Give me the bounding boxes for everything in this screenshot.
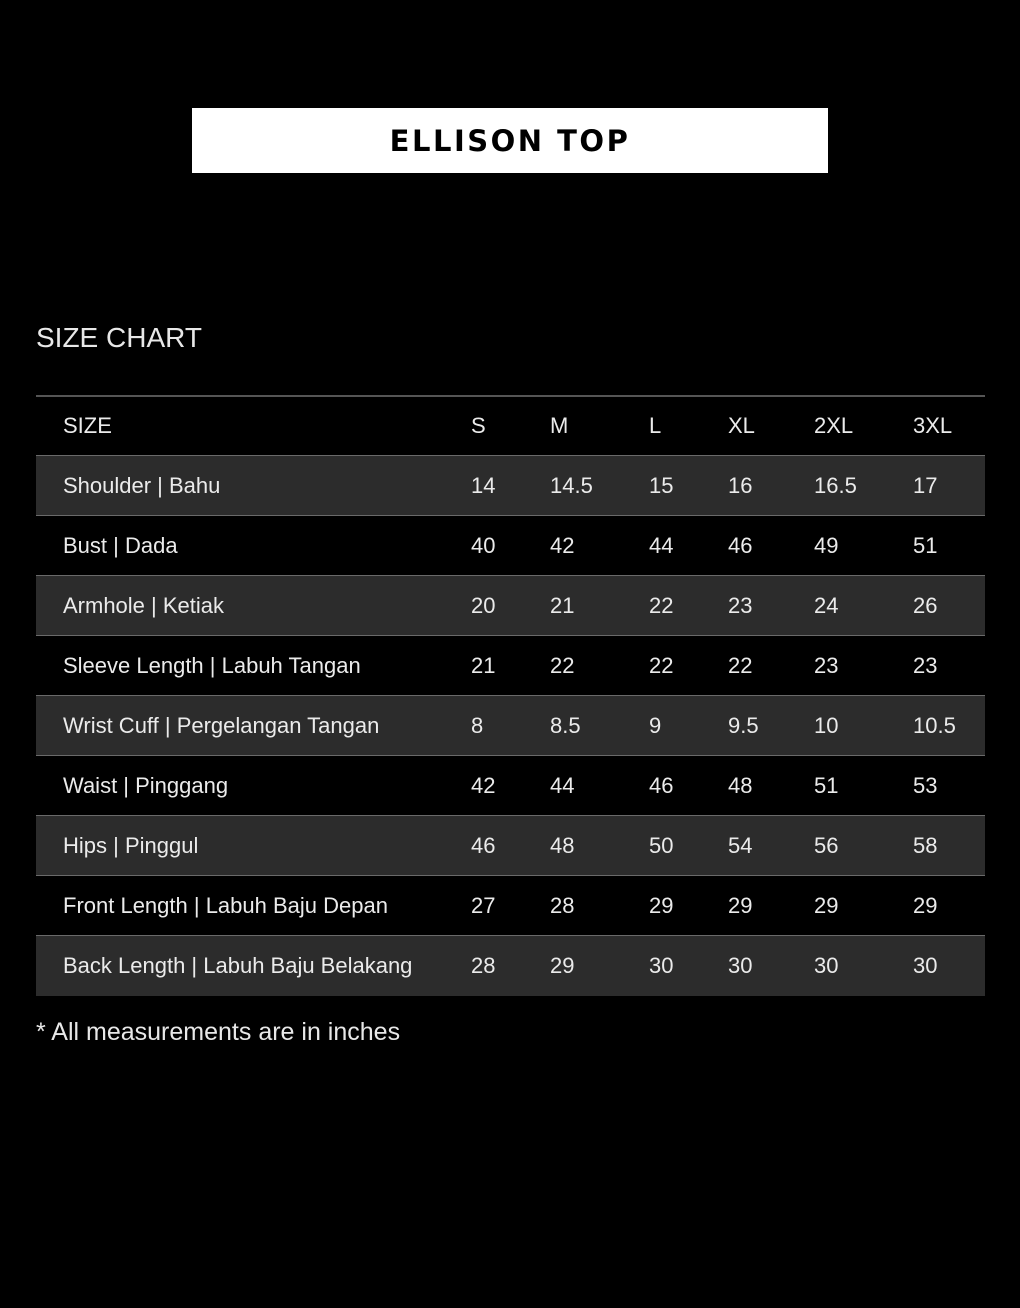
- row-label: Sleeve Length | Labuh Tangan: [63, 652, 361, 678]
- table-cell: 16.5: [814, 472, 857, 498]
- table-cell: 46: [471, 832, 496, 858]
- table-cell: 21: [471, 652, 496, 678]
- table-cell: 46: [728, 532, 753, 558]
- table-row: [36, 456, 985, 516]
- table-cell: 30: [649, 953, 674, 978]
- measurement-note: * All measurements are in inches: [36, 1018, 401, 1046]
- table-cell: 23: [814, 652, 839, 678]
- table-cell: 48: [728, 772, 753, 798]
- table-cell: 16: [728, 472, 753, 498]
- table-row: [36, 876, 985, 936]
- column-header: M: [550, 413, 569, 438]
- row-label: Front Length | Labuh Baju Depan: [63, 892, 388, 918]
- table-cell: 22: [728, 652, 753, 678]
- table-row: [36, 516, 985, 576]
- table-row: [36, 756, 985, 816]
- table-cell: 29: [814, 892, 839, 918]
- table-cell: 14.5: [550, 472, 593, 498]
- table-cell: 10.5: [913, 712, 956, 738]
- table-cell: 20: [471, 592, 496, 618]
- table-cell: 29: [550, 953, 575, 978]
- row-label: Hips | Pinggul: [63, 832, 199, 858]
- row-label: Shoulder | Bahu: [63, 472, 221, 498]
- table-cell: 30: [814, 953, 839, 978]
- table-cell: 17: [913, 472, 938, 498]
- table-cell: 28: [471, 953, 496, 978]
- table-cell: 30: [913, 953, 938, 978]
- size-chart-heading: SIZE CHART: [36, 322, 202, 353]
- table-cell: 53: [913, 772, 938, 798]
- row-label: Waist | Pinggang: [63, 772, 229, 798]
- table-cell: 9: [649, 712, 662, 738]
- column-header: SIZE: [63, 413, 112, 438]
- table-cell: 42: [550, 532, 575, 558]
- table-cell: 23: [913, 652, 938, 678]
- table-cell: 58: [913, 832, 938, 858]
- table-cell: 21: [550, 592, 575, 618]
- table-cell: 30: [728, 953, 753, 978]
- table-cell: 9.5: [728, 712, 759, 738]
- table-cell: 51: [913, 532, 938, 558]
- table-cell: 50: [649, 832, 674, 858]
- table-cell: 8.5: [550, 712, 581, 738]
- table-cell: 26: [913, 592, 938, 618]
- table-cell: 29: [728, 892, 753, 918]
- table-cell: 44: [649, 532, 674, 558]
- table-cell: 22: [649, 652, 674, 678]
- size-chart-table: [36, 395, 985, 996]
- table-cell: 15: [649, 472, 674, 498]
- table-cell: 54: [728, 832, 753, 858]
- table-row: [36, 636, 985, 696]
- column-header: 2XL: [814, 413, 854, 438]
- row-label: Back Length | Labuh Baju Belakang: [63, 953, 413, 978]
- table-cell: 51: [814, 772, 839, 798]
- table-cell: 46: [649, 772, 674, 798]
- table-cell: 44: [550, 772, 575, 798]
- table-cell: 10: [814, 712, 839, 738]
- table-cell: 29: [649, 892, 674, 918]
- table-cell: 29: [913, 892, 938, 918]
- column-header: 3XL: [913, 413, 953, 438]
- product-title: ELLISON TOP: [389, 123, 631, 158]
- row-label: Armhole | Ketiak: [63, 592, 225, 618]
- column-header: S: [471, 413, 486, 438]
- product-title-banner: [192, 108, 828, 173]
- table-row: [36, 696, 985, 756]
- table-cell: 56: [814, 832, 839, 858]
- table-cell: 40: [471, 532, 496, 558]
- table-cell: 28: [550, 892, 575, 918]
- table-header-row: [36, 397, 985, 456]
- table-row: [36, 936, 985, 996]
- row-label: Wrist Cuff | Pergelangan Tangan: [63, 712, 380, 738]
- column-header: XL: [728, 413, 755, 438]
- table-cell: 22: [550, 652, 575, 678]
- column-header: L: [649, 413, 662, 438]
- table-cell: 24: [814, 592, 839, 618]
- table-cell: 27: [471, 892, 496, 918]
- table-cell: 22: [649, 592, 674, 618]
- table-cell: 8: [471, 712, 484, 738]
- table-cell: 14: [471, 472, 496, 498]
- table-cell: 49: [814, 532, 839, 558]
- table-row: [36, 576, 985, 636]
- table-cell: 48: [550, 832, 575, 858]
- table-cell: 42: [471, 772, 496, 798]
- table-cell: 23: [728, 592, 753, 618]
- table-row: [36, 816, 985, 876]
- row-label: Bust | Dada: [63, 532, 178, 558]
